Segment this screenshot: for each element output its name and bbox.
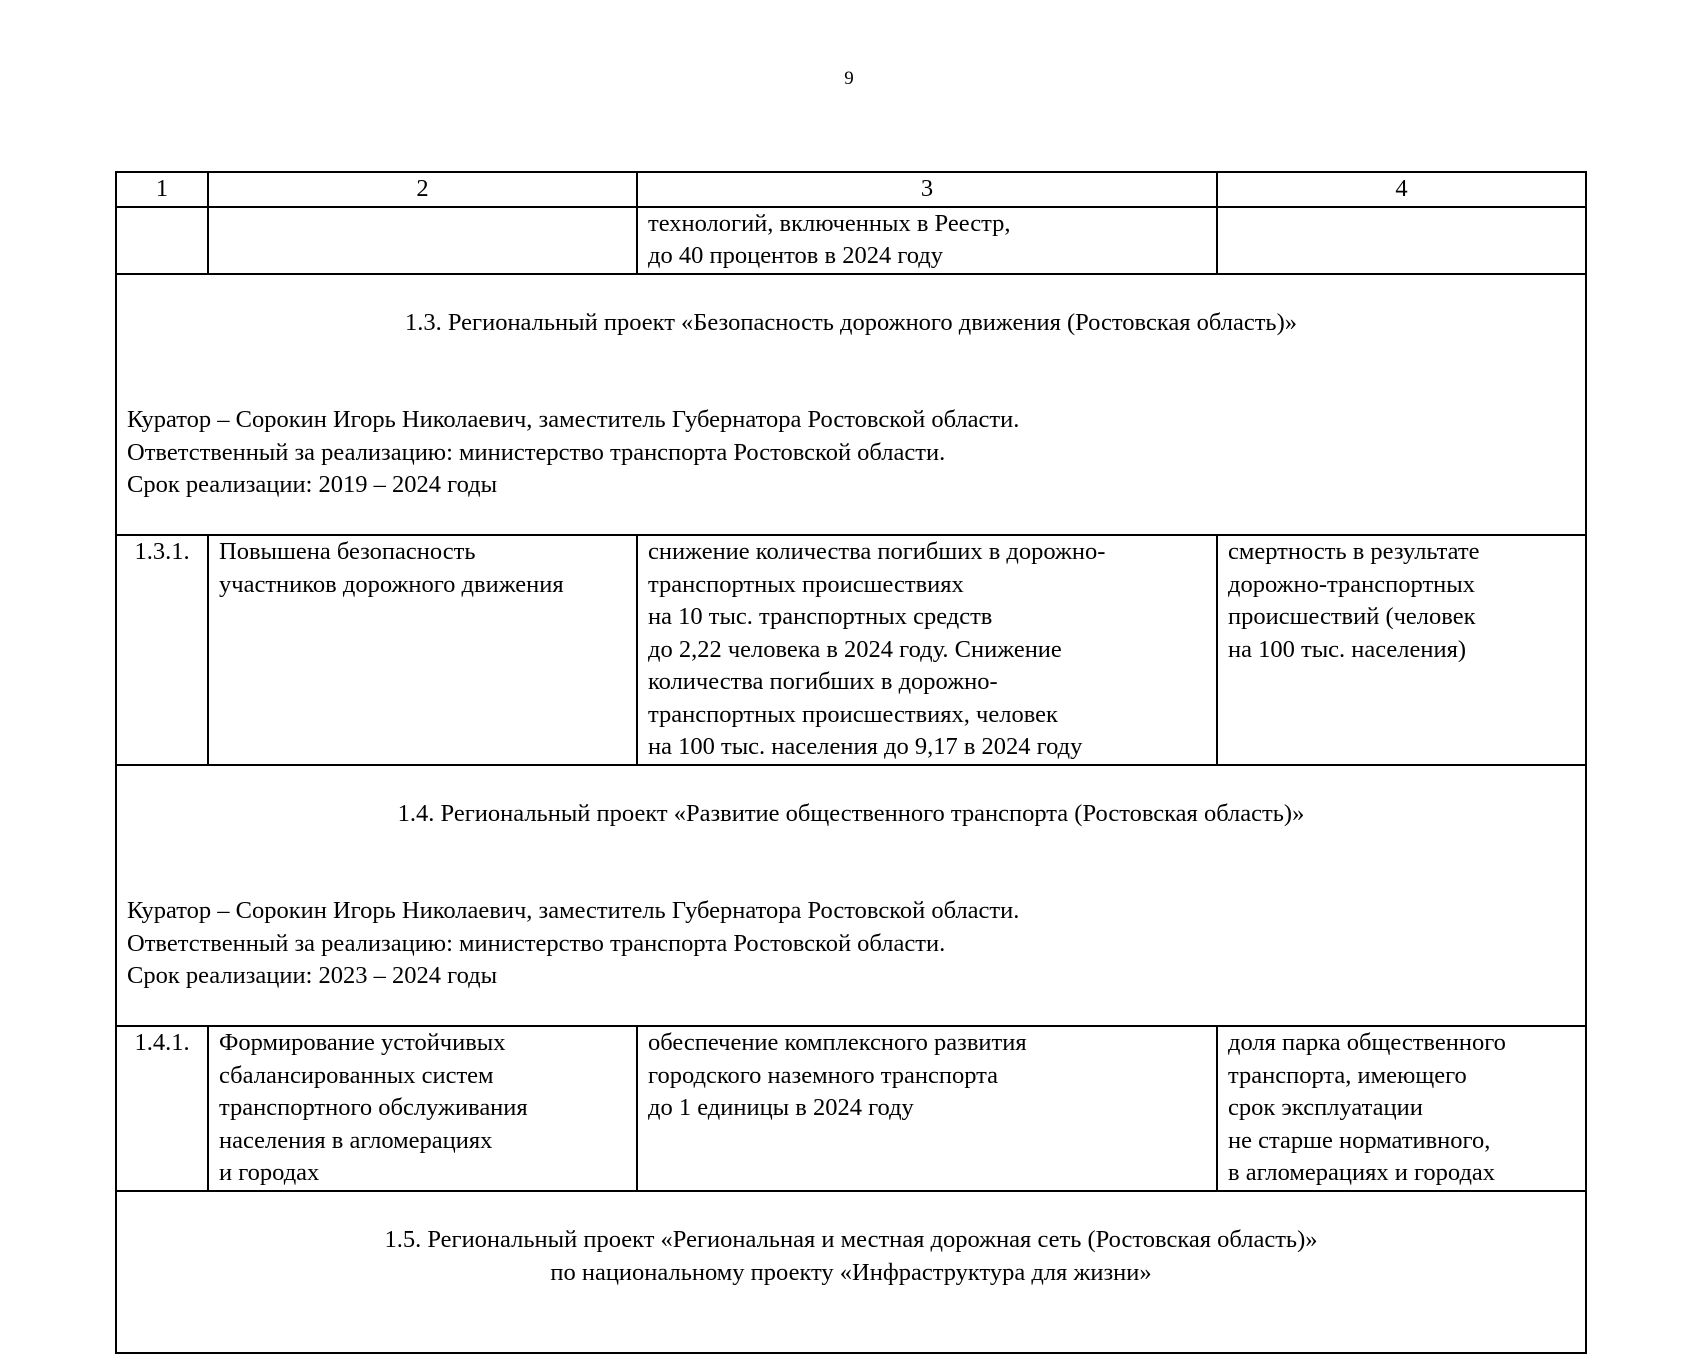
table-row	[116, 535, 1586, 765]
header-col-3: 3	[637, 172, 1217, 207]
section-1-3-title: 1.3. Региональный проект «Безопасность дорожного движения (Ростовская область)»	[404, 309, 1297, 336]
section-row-1-3	[116, 274, 1586, 536]
table-row	[116, 1026, 1586, 1191]
continuation-col-4	[1217, 207, 1586, 274]
header-col-1: 1	[116, 172, 208, 207]
row-number: 1.3.1.	[116, 535, 208, 765]
continuation-col-1	[116, 207, 208, 274]
section-1-4-title: 1.4. Региональный проект «Развитие общественного транспорта (Ростовская область)»	[397, 800, 1305, 827]
row-characteristic: обеспечение комплексного развития городского наземного транспорта до 1 единицы в 2024 году	[637, 1026, 1217, 1191]
section-1-4-meta: Куратор – Сорокин Игорь Николаевич, заместитель Губернатора Ростовской области. Ответственный за реализацию: министерство транспорта Ростовской области. Срок реализации: 2023 – 2024 годы	[127, 897, 1020, 989]
row-characteristic: снижение количества погибших в дорожно- транспортных происшествиях на 10 тыс. транспортных средств до 2,22 человека в 2024 году. Снижение количества погибших в дорожно- транспортных происшествиях, человек на 100 тыс. населения до 9,17 в 2024 году	[637, 535, 1217, 765]
section-1-4-cell	[116, 765, 1586, 1027]
header-col-4: 4	[1217, 172, 1586, 207]
table-row	[116, 207, 1586, 274]
section-row-1-5	[116, 1191, 1586, 1353]
row-result: Формирование устойчивых сбалансированных систем транспортного обслуживания населения в агломерациях и городах	[208, 1026, 637, 1191]
continuation-col-3: технологий, включенных в Реестр, до 40 процентов в 2024 году	[637, 207, 1217, 274]
row-indicator: смертность в результате дорожно-транспортных происшествий (человек на 100 тыс. населения)	[1217, 535, 1586, 765]
section-1-5-title: 1.5. Региональный проект «Региональная и местная дорожная сеть (Ростовская область)» по национальному проекту «Инфраструктура для жизни»	[384, 1226, 1318, 1286]
header-col-2: 2	[208, 172, 637, 207]
row-number: 1.4.1.	[116, 1026, 208, 1191]
section-row-1-4	[116, 765, 1586, 1027]
projects-table	[115, 171, 1587, 1354]
continuation-col-2	[208, 207, 637, 274]
section-1-3-meta: Куратор – Сорокин Игорь Николаевич, заместитель Губернатора Ростовской области. Ответственный за реализацию: министерство транспорта Ростовской области. Срок реализации: 2019 – 2024 годы	[127, 406, 1020, 498]
row-indicator: доля парка общественного транспорта, имеющего срок эксплуатации не старше нормативного, в агломерациях и городах	[1217, 1026, 1586, 1191]
table-header-row	[116, 172, 1586, 207]
section-1-3-cell	[116, 274, 1586, 536]
section-1-5-cell	[116, 1191, 1586, 1353]
row-result: Повышена безопасность участников дорожного движения	[208, 535, 637, 765]
page-number: 9	[844, 68, 854, 89]
